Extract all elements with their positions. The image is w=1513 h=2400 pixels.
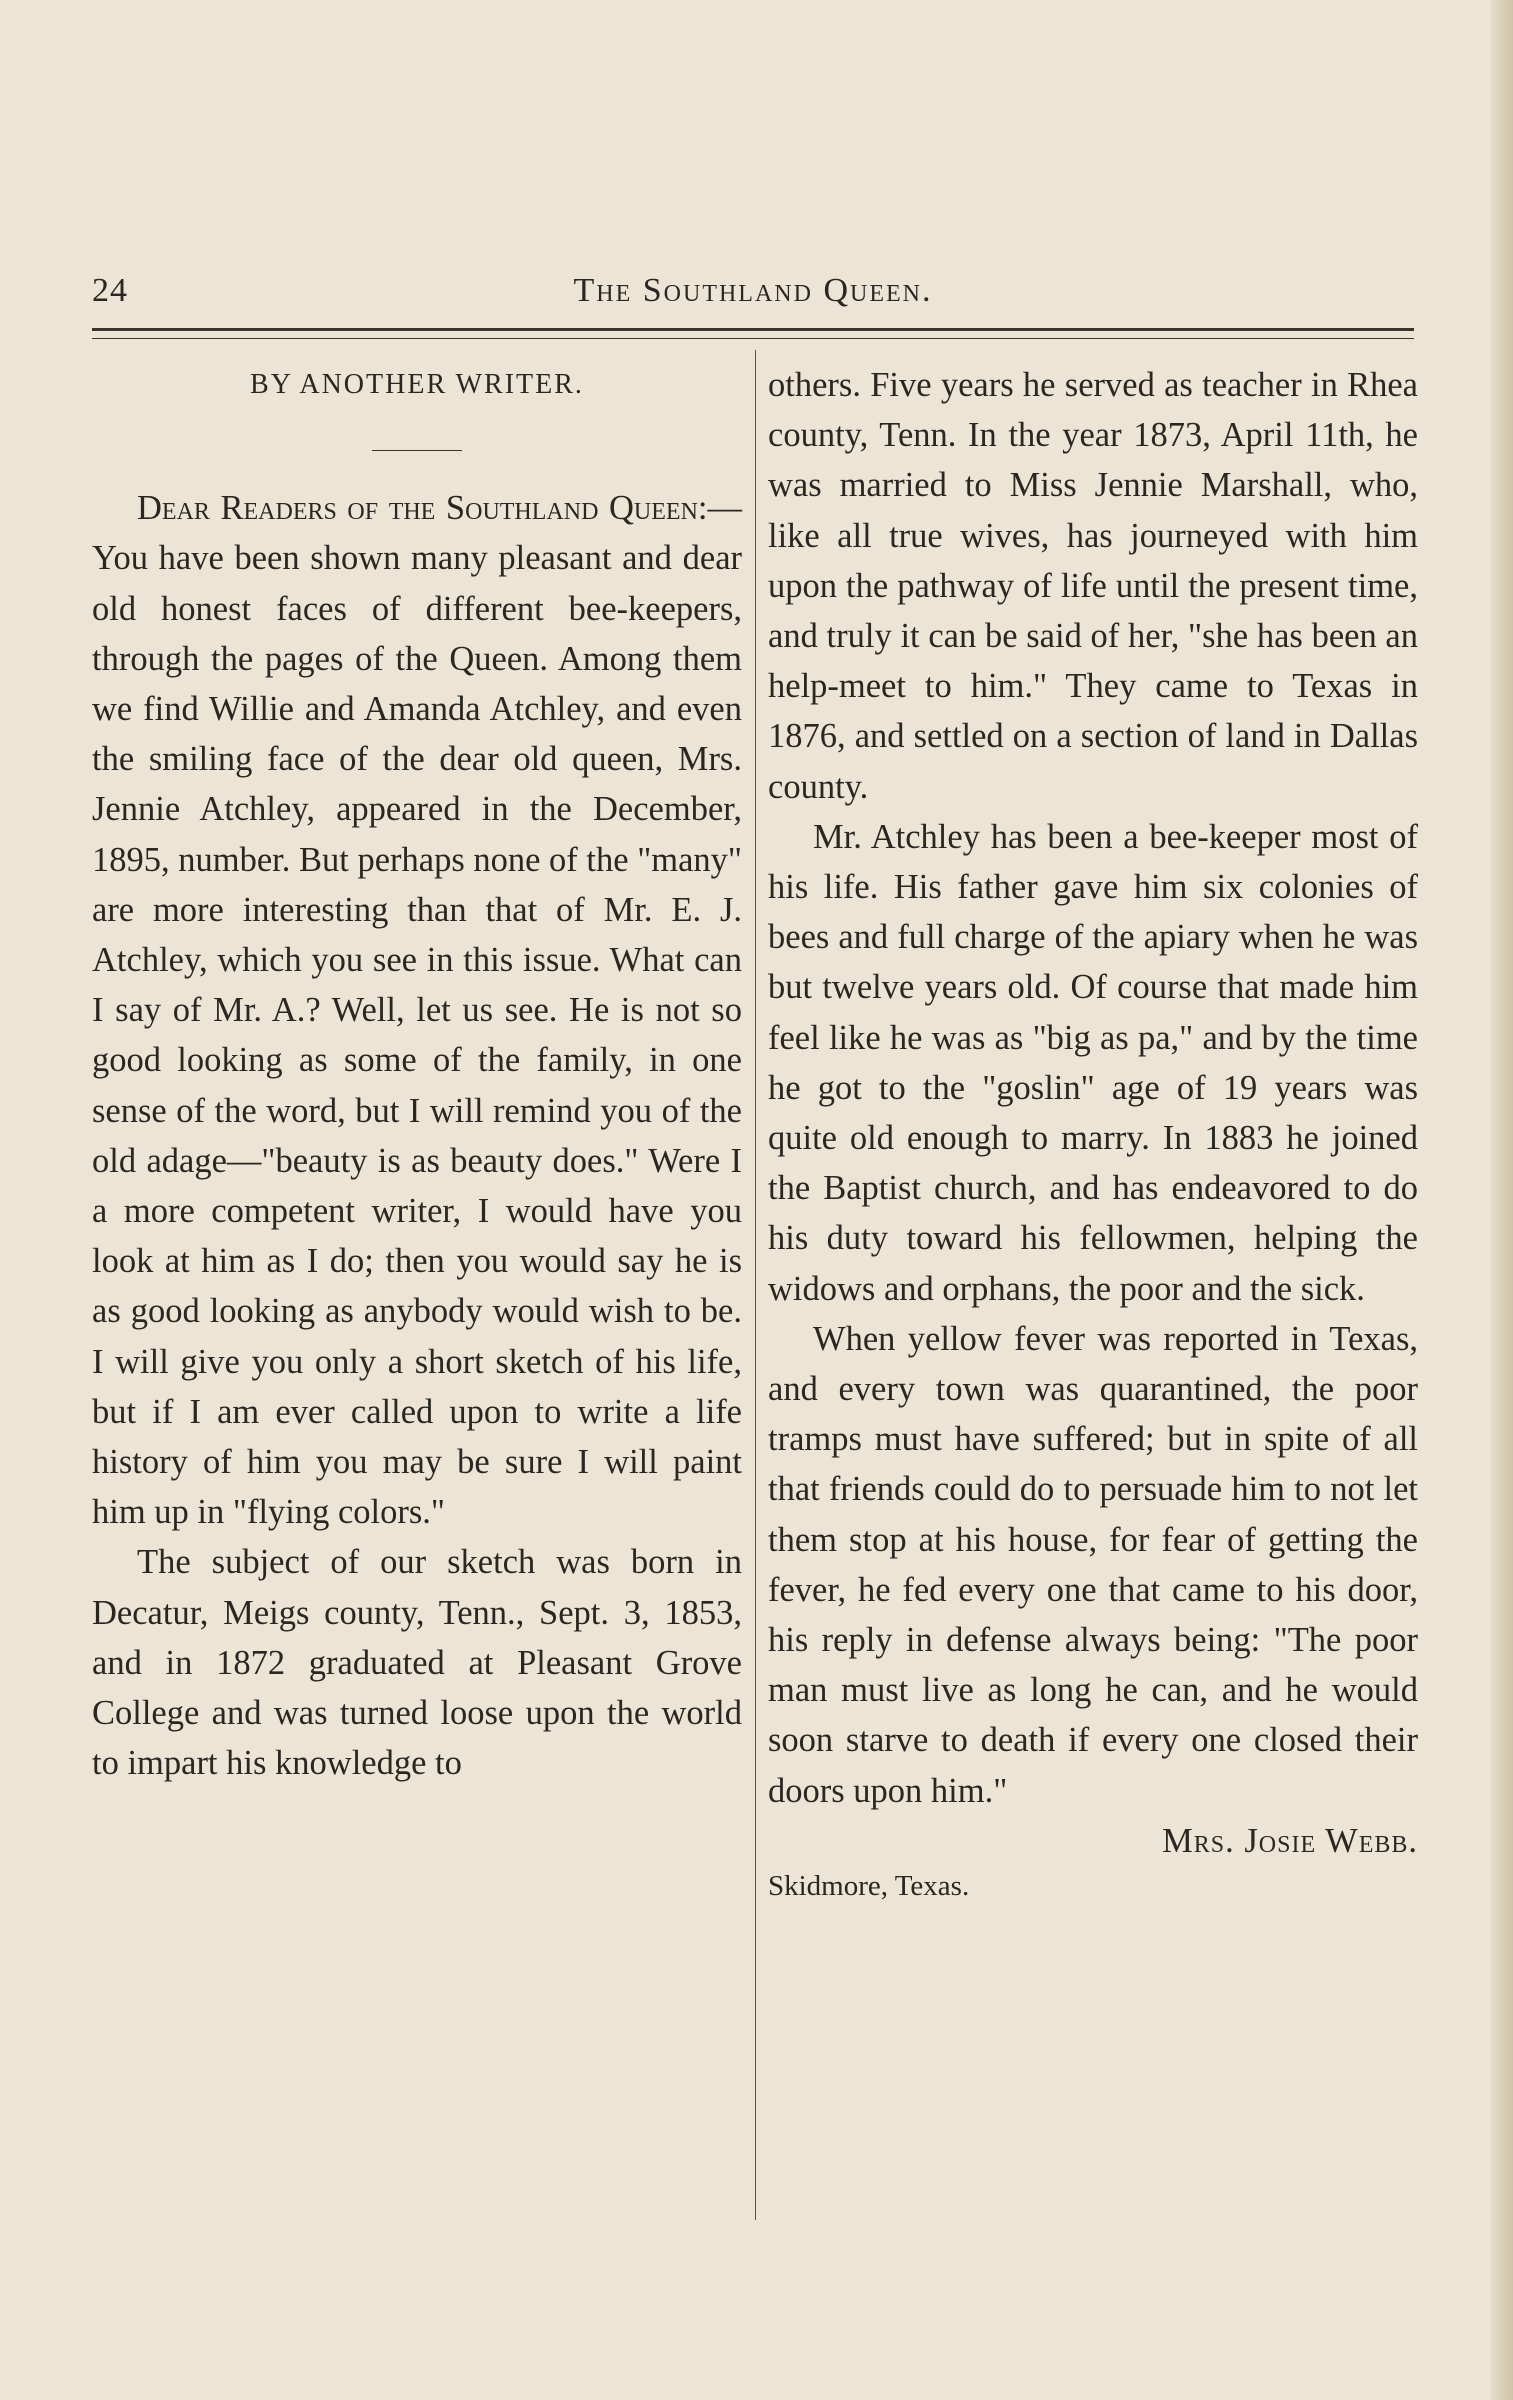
page-edge bbox=[1491, 0, 1513, 2400]
right-paragraph-3: When yellow fever was reported in Texas, and every town was quarantined, the poor tramps must have suffered; but in spite of all that friends could do to persuade him to not let them stop at his house, for fear of getting the fever, he fed every one that came to his door, his reply in defense always being: "The poor man must live as long he can, and he would soon starve to death if every one closed their doors upon him." bbox=[768, 1319, 1418, 1810]
running-title: The Southland Queen. bbox=[573, 272, 933, 309]
byline-rule bbox=[372, 450, 462, 451]
opening-paragraph bbox=[92, 483, 742, 1537]
signature: Mrs. Josie Webb. bbox=[1162, 1821, 1418, 1860]
column-divider bbox=[755, 350, 756, 2220]
opening-text: :—You have been shown many pleasant and dear old honest faces of different bee-keepers, through the pages of the Queen. Among them we find Willie and Amanda Atchley, and even the smiling face of the dear old queen, Mrs. Jennie Atchley, appeared in the December, 1895, number. But perhaps none of the "many" are more interesting than that of Mr. E. J. Atchley, which you see in this issue. What can I say of Mr. A.? Well, let us see. He is not so good looking as some of the family, in one sense of the word, but I will remind you of the old adage—"beauty is as beauty does." Were I a more competent writer, I would have you look at him as I do; then you would say he is as good looking as anybody would wish to be. I will give you only a short sketch of his life, but if I am ever called upon to write a life history of him you may be sure I will paint him up in "flying colors." bbox=[92, 489, 743, 1532]
page-number: 24 bbox=[92, 272, 128, 309]
header-rule-thick bbox=[92, 328, 1414, 331]
header-rule-thin bbox=[92, 338, 1414, 339]
signature-place: Skidmore, Texas. bbox=[768, 1870, 970, 1903]
left-paragraph-2: The subject of our sketch was born in Decatur, Meigs county, Tenn., Sept. 3, 1853, and in 1872 graduated at Pleasant Grove College and was turned loose upon the world to impart his knowledge to bbox=[92, 1543, 742, 1783]
salutation: Dear Readers of the Southland Queen bbox=[137, 489, 698, 528]
left-column bbox=[92, 360, 742, 1788]
right-column bbox=[768, 360, 1418, 1906]
page-header bbox=[92, 272, 1414, 322]
right-paragraph-2: Mr. Atchley has been a bee-keeper most of his life. His father gave him six colonies of bees and full charge of the apiary when he was but twelve years old. Of course that made him feel like he was as "big as pa," and by the time he got to the "goslin" age of 19 years was quite old enough to marry. In 1883 he joined the Baptist church, and has endeavored to do his duty toward his fellowmen, helping the widows and orphans, the poor and the sick. bbox=[768, 817, 1418, 1308]
byline: BY ANOTHER WRITER. bbox=[250, 369, 584, 400]
right-paragraph-1: others. Five years he served as teacher in Rhea county, Tenn. In the year 1873, April 11th, he was married to Miss Jennie Marshall, who, like all true wives, has journeyed with him upon the pathway of life until the present time, and truly it can be said of her, "she has been an help-meet to him." They came to Texas in 1876, and settled on a section of land in Dallas county. bbox=[768, 366, 1418, 806]
